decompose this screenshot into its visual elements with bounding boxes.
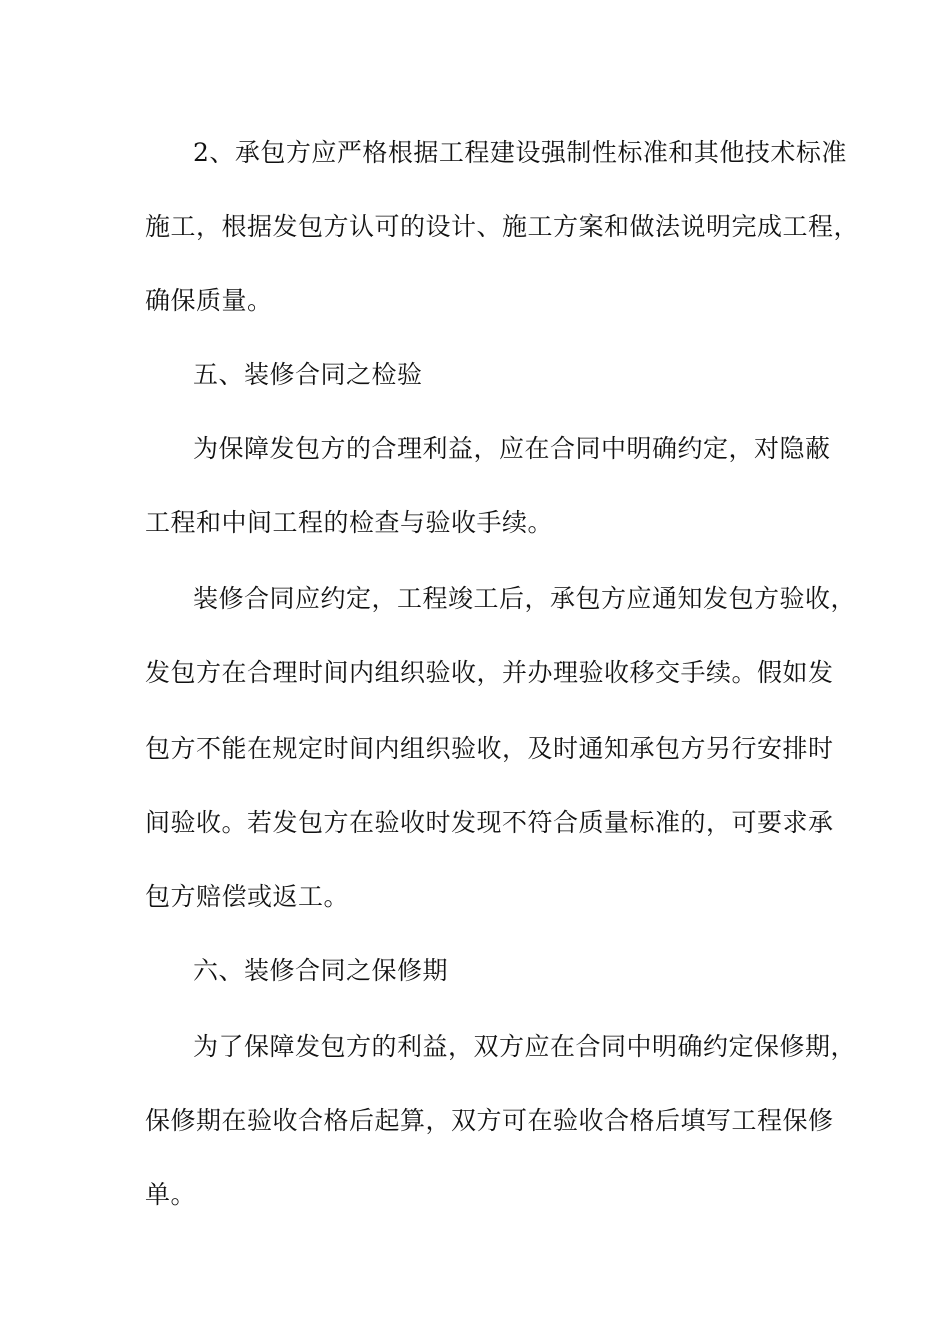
section-heading: 五、装修合同之检验	[193, 360, 423, 389]
paragraph-line: 施工，根据发包方认可的设计、施工方案和做法说明完成工程，	[145, 212, 860, 241]
paragraph-line: 为保障发包方的合理利益，应在合同中明确约定，对隐蔽	[193, 434, 831, 463]
paragraph-line: 间验收。若发包方在验收时发现不符合质量标准的，可要求承	[145, 808, 834, 837]
paragraph-line: 包方赔偿或返工。	[145, 882, 350, 911]
paragraph-line: 装修合同应约定，工程竣工后，承包方应通知发包方验收，	[193, 584, 857, 613]
paragraph-line: 单。	[145, 1180, 197, 1209]
section-heading: 六、装修合同之保修期	[193, 956, 449, 985]
paragraph-line: 保修期在验收合格后起算，双方可在验收合格后填写工程保修	[145, 1106, 834, 1135]
paragraph-line: 2、承包方应严格根据工程建设强制性标准和其他技术标准	[193, 138, 847, 167]
paragraph-line: 确保质量。	[145, 286, 273, 315]
paragraph-line: 工程和中间工程的检查与验收手续。	[145, 508, 554, 537]
paragraph-line: 发包方在合理时间内组织验收，并办理验收移交手续。假如发	[145, 658, 834, 687]
paragraph-line: 包方不能在规定时间内组织验收，及时通知承包方另行安排时	[145, 734, 834, 763]
paragraph-line: 为了保障发包方的利益，双方应在合同中明确约定保修期，	[193, 1032, 857, 1061]
